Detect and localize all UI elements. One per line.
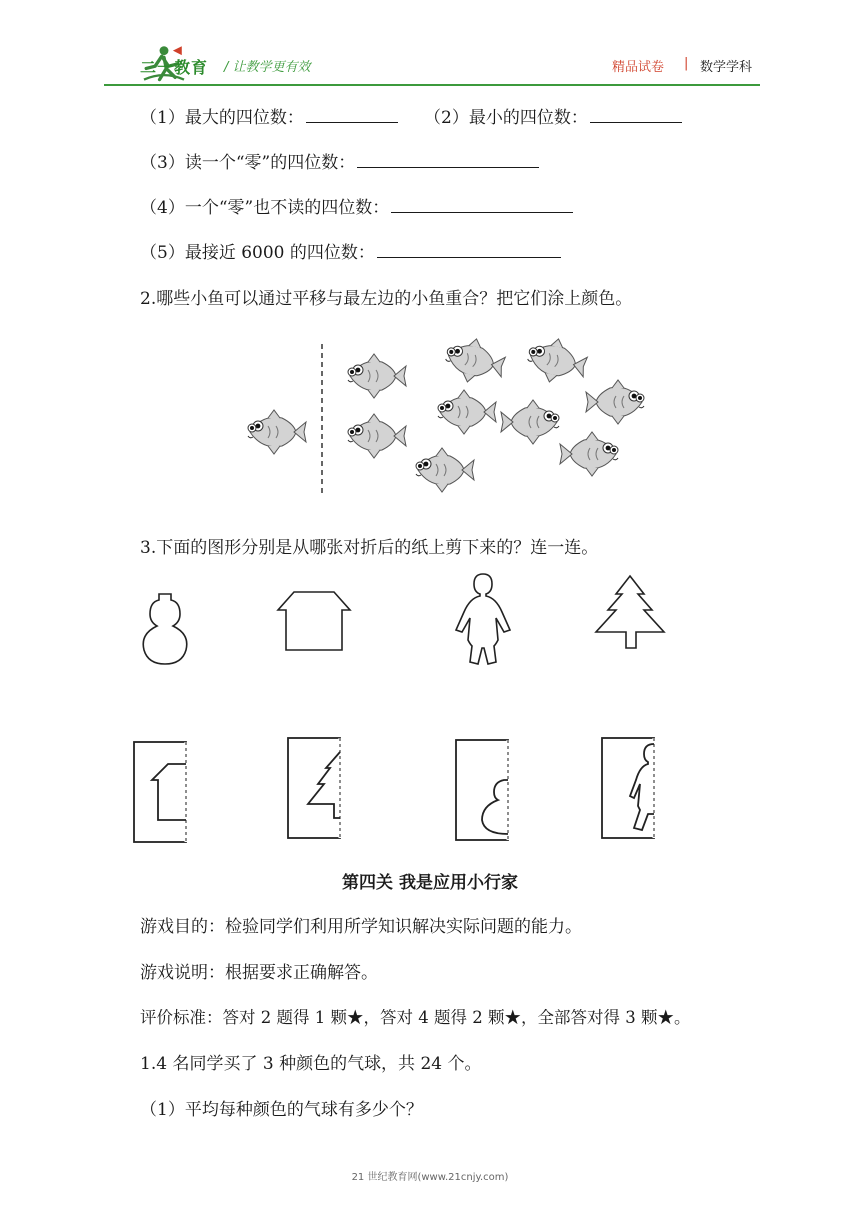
answer-blank[interactable] <box>590 104 682 123</box>
section-title: 第四关 我是应用小行家 <box>342 873 518 893</box>
answer-blank[interactable] <box>391 194 573 213</box>
header-separator: | <box>684 56 689 71</box>
tree-shape[interactable] <box>592 572 672 652</box>
fish-4[interactable] <box>438 390 496 434</box>
q1-item-1-label: （1）最大的四位数： <box>140 108 304 128</box>
folded-paper-person[interactable] <box>598 734 660 844</box>
fish-1[interactable] <box>348 354 406 398</box>
folded-paper-tree[interactable] <box>284 734 344 844</box>
q1-item-2 <box>424 103 682 128</box>
person-shape[interactable] <box>448 572 518 672</box>
q1-item-3-label: （3）读一个“零”的四位数： <box>140 153 356 173</box>
gourd-shape[interactable] <box>130 590 200 690</box>
fish-5[interactable] <box>416 448 474 492</box>
q1-item-2-label: （2）最小的四位数： <box>424 108 588 128</box>
section4-q1: 1.4 名同学买了 3 种颜色的气球，共 24 个。 <box>140 1054 482 1074</box>
q1-item-5-label: （5）最接近 6000 的四位数： <box>140 243 375 263</box>
folded-paper-house[interactable] <box>130 738 190 848</box>
fish-7[interactable] <box>501 400 559 444</box>
fish-figure <box>0 330 860 510</box>
q3-text: 3.下面的图形分别是从哪张对折后的纸上剪下来的？连一连。 <box>140 538 599 558</box>
header-divider <box>104 84 760 86</box>
house-shape[interactable] <box>276 588 356 658</box>
q1-item-4 <box>140 193 573 218</box>
answer-blank[interactable] <box>377 239 561 258</box>
q1-item-4-label: （4）一个“零”也不读的四位数： <box>140 198 390 218</box>
answer-blank[interactable] <box>357 149 539 168</box>
brand-name: 二一教育 <box>140 58 209 77</box>
folded-paper-gourd[interactable] <box>452 736 512 846</box>
fish-2[interactable] <box>348 414 406 458</box>
fish-3[interactable] <box>442 333 508 388</box>
answer-blank[interactable] <box>306 104 398 123</box>
subject-tag: 数学学科 <box>700 60 753 75</box>
q2-text: 2.哪些小鱼可以通过平移与最左边的小鱼重合？把它们涂上颜色。 <box>140 289 633 309</box>
evaluation-criteria: 评价标准：答对 2 题得 1 颗★，答对 4 题得 2 颗★，全部答对得 3 颗★。 <box>140 1008 691 1027</box>
fish-8[interactable] <box>586 380 644 424</box>
premium-paper-tag: 精品试卷 <box>612 60 665 75</box>
slogan: / 让教学更有效 <box>224 60 311 75</box>
q1-item-1 <box>140 103 398 128</box>
page-footer: 21 世纪教育网(www.21cnjy.com) <box>351 1172 509 1183</box>
section4-q1-sub1: （1）平均每种颜色的气球有多少个？ <box>140 1100 423 1120</box>
q1-item-3 <box>140 148 539 173</box>
game-instruction: 游戏说明：根据要求正确解答。 <box>140 963 378 983</box>
game-purpose: 游戏目的：检验同学们利用所学知识解决实际问题的能力。 <box>140 917 582 937</box>
fish-9[interactable] <box>560 432 618 476</box>
fish-6[interactable] <box>524 333 590 388</box>
fish-reference <box>248 410 306 454</box>
q1-item-5 <box>140 238 561 263</box>
